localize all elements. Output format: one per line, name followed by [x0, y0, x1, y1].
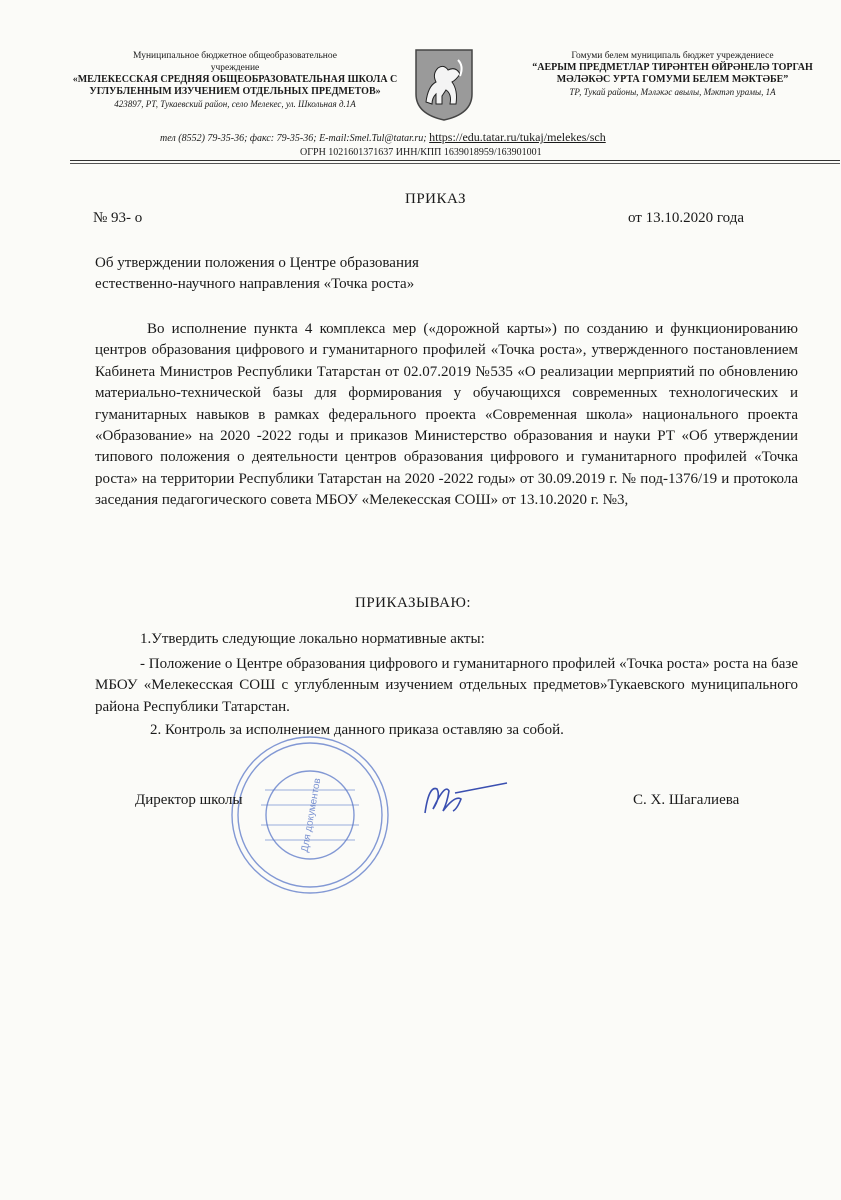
subject-line-2: естественно-научного направления «Точка роста»	[95, 276, 415, 292]
order-number: № 93- о	[93, 210, 143, 226]
stamp-text: Для документов	[299, 777, 324, 854]
signature	[415, 775, 515, 825]
header-right-block	[505, 50, 840, 98]
school-address-tt: ТР, Тукай районы, Мәләкәс авылы, Мәктәп урамы, 1А	[569, 87, 776, 97]
subject-line-1: Об утверждении положения о Центре образования	[95, 255, 419, 271]
header-divider-thin	[70, 163, 840, 164]
contacts-line	[160, 130, 790, 145]
header-left-line2: учреждение	[210, 63, 260, 73]
preamble-paragraph: Во исполнение пункта 4 комплекса мер («дорожной карты») по созданию и функционированию центров образования цифрового и гуманитарного профилей «Точка роста», утвержденного постановлением Кабинета Министров Республики Татарстан от 02.07.2019 №535 «О реализации мерприятий по обновлению материально-технической базы для формирования у обучающихся современных технологических и гуманитарных навыков в рамках федерального проекта «Современная школа» национального проекта «Образование» на 2020 -2022 годы и приказов Министерство образования и науки РТ «Об утверждении типового положения о деятельности центров образования цифрового и гуманитарного профилей «Точка роста» на территории Республики Татарстан на 2020 -2022 годы» от 30.09.2019 г. № под-1376/19 и протокола заседания педагогического совета МБОУ «Мелекесская СОШ» от 13.10.2020 г. №3,	[95, 321, 798, 509]
school-name-ru: «МЕЛЕКЕССКАЯ СРЕДНЯЯ ОБЩЕОБРАЗОВАТЕЛЬНАЯ ШКОЛА С УГЛУБЛЕННЫМ ИЗУЧЕНИЕМ ОТДЕЛЬНЫХ ПРЕДМЕТОВ»	[72, 74, 398, 97]
document-title: ПРИКАЗ	[405, 191, 466, 207]
ogrn-line: ОГРН 1021601371637 ИНН/КПП 1639018959/163901001	[300, 147, 542, 158]
header-divider	[70, 160, 840, 161]
order-item-2: 2. Контроль за исполнением данного приказа оставляю за собой.	[150, 722, 564, 738]
school-address-ru: 423897, РТ, Тукаевский район, село Мелекес, ул. Школьная д.1А	[114, 99, 356, 109]
leopard-emblem-icon	[412, 46, 476, 122]
contacts-text: тел (8552) 79-35-36; факс: 79-35-36; E-mail:Smel.Tul@tatar.ru;	[160, 133, 427, 144]
order-date: от 13.10.2020 года	[628, 210, 744, 226]
order-word: ПРИКАЗЫВАЮ:	[355, 595, 472, 611]
signer-name: С. Х. Шагалиева	[633, 792, 740, 808]
school-name-tt: “АЕРЫМ ПРЕДМЕТЛАР ТИРӘНТЕН ӨЙРӘНЕЛӘ ТОРГАН МӘЛӘКӘС УРТА ГОМУМИ БЕЛЕМ МӘКТӘБЕ”	[532, 62, 813, 85]
header-left-line1: Муниципальное бюджетное общеобразовательное	[133, 51, 337, 61]
round-stamp	[225, 730, 395, 900]
order-item-1-detail: - Положение о Центре образования цифрового и гуманитарного профилей «Точка роста» роста на базе МБОУ «Мелекесская СОШ с углубленным изучением отдельных предметов»Тукаевского муниципального района Республики Татарстан.	[95, 656, 798, 715]
header-left-block	[70, 50, 400, 110]
order-subject	[95, 253, 419, 295]
order-item-1: 1.Утвердить следующие локально нормативные акты:	[140, 631, 485, 647]
header-right-line1: Гомуми белем муниципаль бюджет учреждениесе	[571, 51, 774, 61]
signer-title: Директор школы	[135, 792, 243, 808]
website-link[interactable]: https://edu.tatar.ru/tukaj/melekes/sch	[429, 130, 606, 144]
